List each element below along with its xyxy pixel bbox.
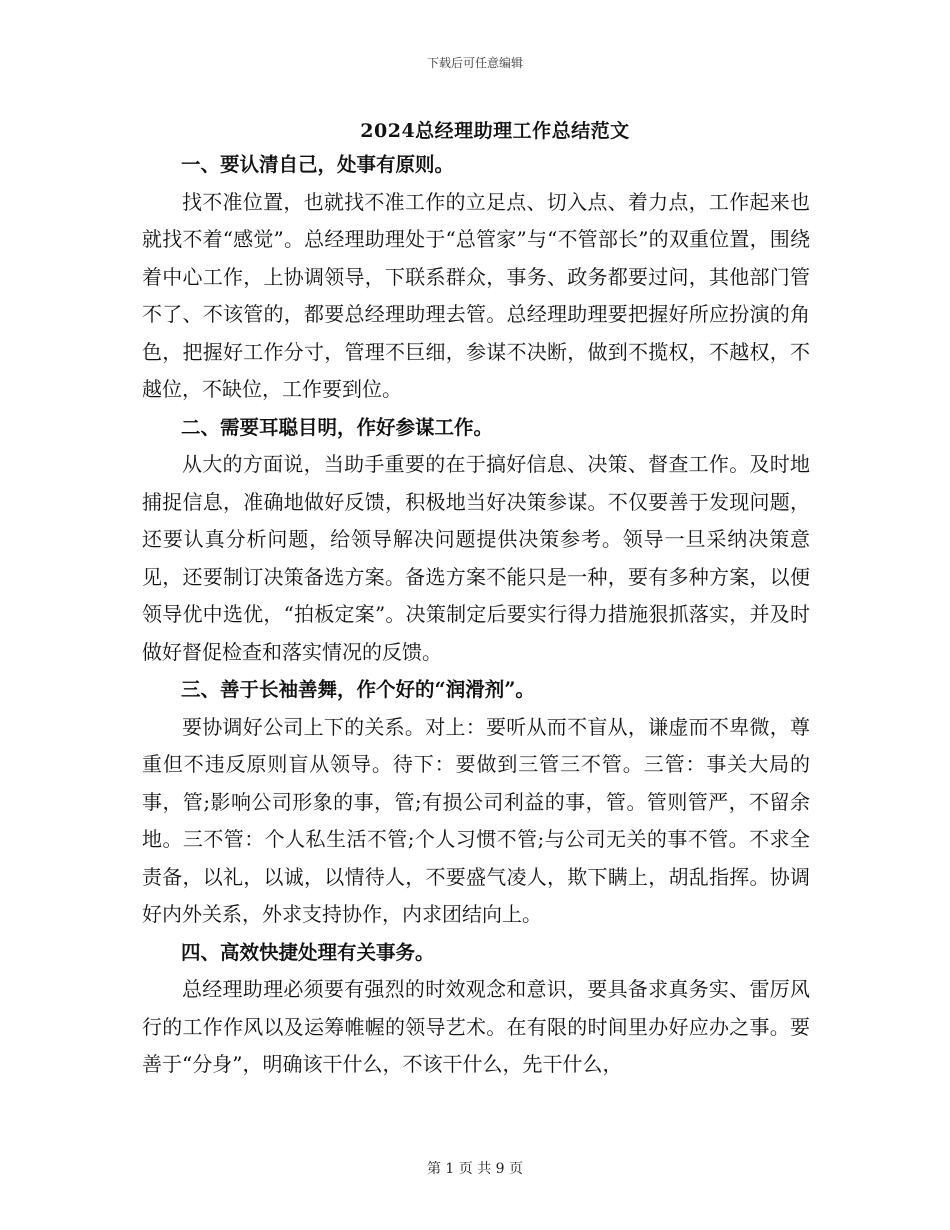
section-heading-4: 四、高效快捷处理有关事务。	[181, 940, 435, 964]
header-note: 下载后可任意编辑	[426, 56, 523, 70]
page-number: 第 1 页 共 9 页	[426, 1161, 524, 1177]
body-paragraph-3: 要协调好公司上下的关系。对上：要听从而不盲从，谦虚而不卑微，尊重但不违反原则盲从领导。待下：要做到三管三不管。三管：事关大局的事，管;影响公司形象的事，管;有损公司利益的事，管。管则管严，不留余地。三不管：个人私生活不管;个人习惯不管;与公司无关的事不管。不求全责备，以礼，以诚，以情待人，不要盛气凌人，欺下瞒上，胡乱指挥。协调好内外关系，外求支持协作，内求团结向上。	[142, 714, 810, 926]
body-paragraph-2: 从大的方面说，当助手重要的在于搞好信息、决策、督查工作。及时地捕捉信息，准确地做好反馈，积极地当好决策参谋。不仅要善于发现问题，还要认真分析问题，给领导解决问题提供决策参考。领导一旦采纳决策意见，还要制订决策备选方案。备选方案不能只是一种，要有多种方案，以便领导优中选优，“拍板定案”。决策制定后要实行得力措施狠抓落实，并及时做好督促检查和落实情况的反馈。	[142, 452, 810, 664]
document-body	[142, 146, 810, 1084]
section-heading-2: 二、需要耳聪目明，作好参谋工作。	[181, 415, 494, 439]
body-paragraph-1: 找不准位置，也就找不准工作的立足点、切入点、着力点，工作起来也就找不着“感觉”。总经理助理处于“总管家”与“不管部长”的双重位置，围绕着中心工作，上协调领导，下联系群众，事务、政务都要过问，其他部门管不了、不该管的，都要总经理助理去管。总经理助理要把握好所应扮演的角色，把握好工作分寸，管理不巨细，参谋不决断，做到不揽权，不越权，不越位，不缺位，工作要到位。	[142, 189, 810, 401]
body-paragraph-4: 总经理助理必须要有强烈的时效观念和意识，要具备求真务实、雷厉风行的工作作风以及运筹帷幄的领导艺术。在有限的时间里办好应办之事。要善于“分身”，明确该干什么，不该干什么，先干什么，	[142, 977, 810, 1076]
document-title: 2024总经理助理工作总结范文	[360, 120, 630, 142]
section-heading-3: 三、善于长袖善舞，作个好的“润滑剂”。	[181, 678, 535, 701]
section-heading-1: 一、要认清自己，处事有原则。	[181, 153, 455, 176]
